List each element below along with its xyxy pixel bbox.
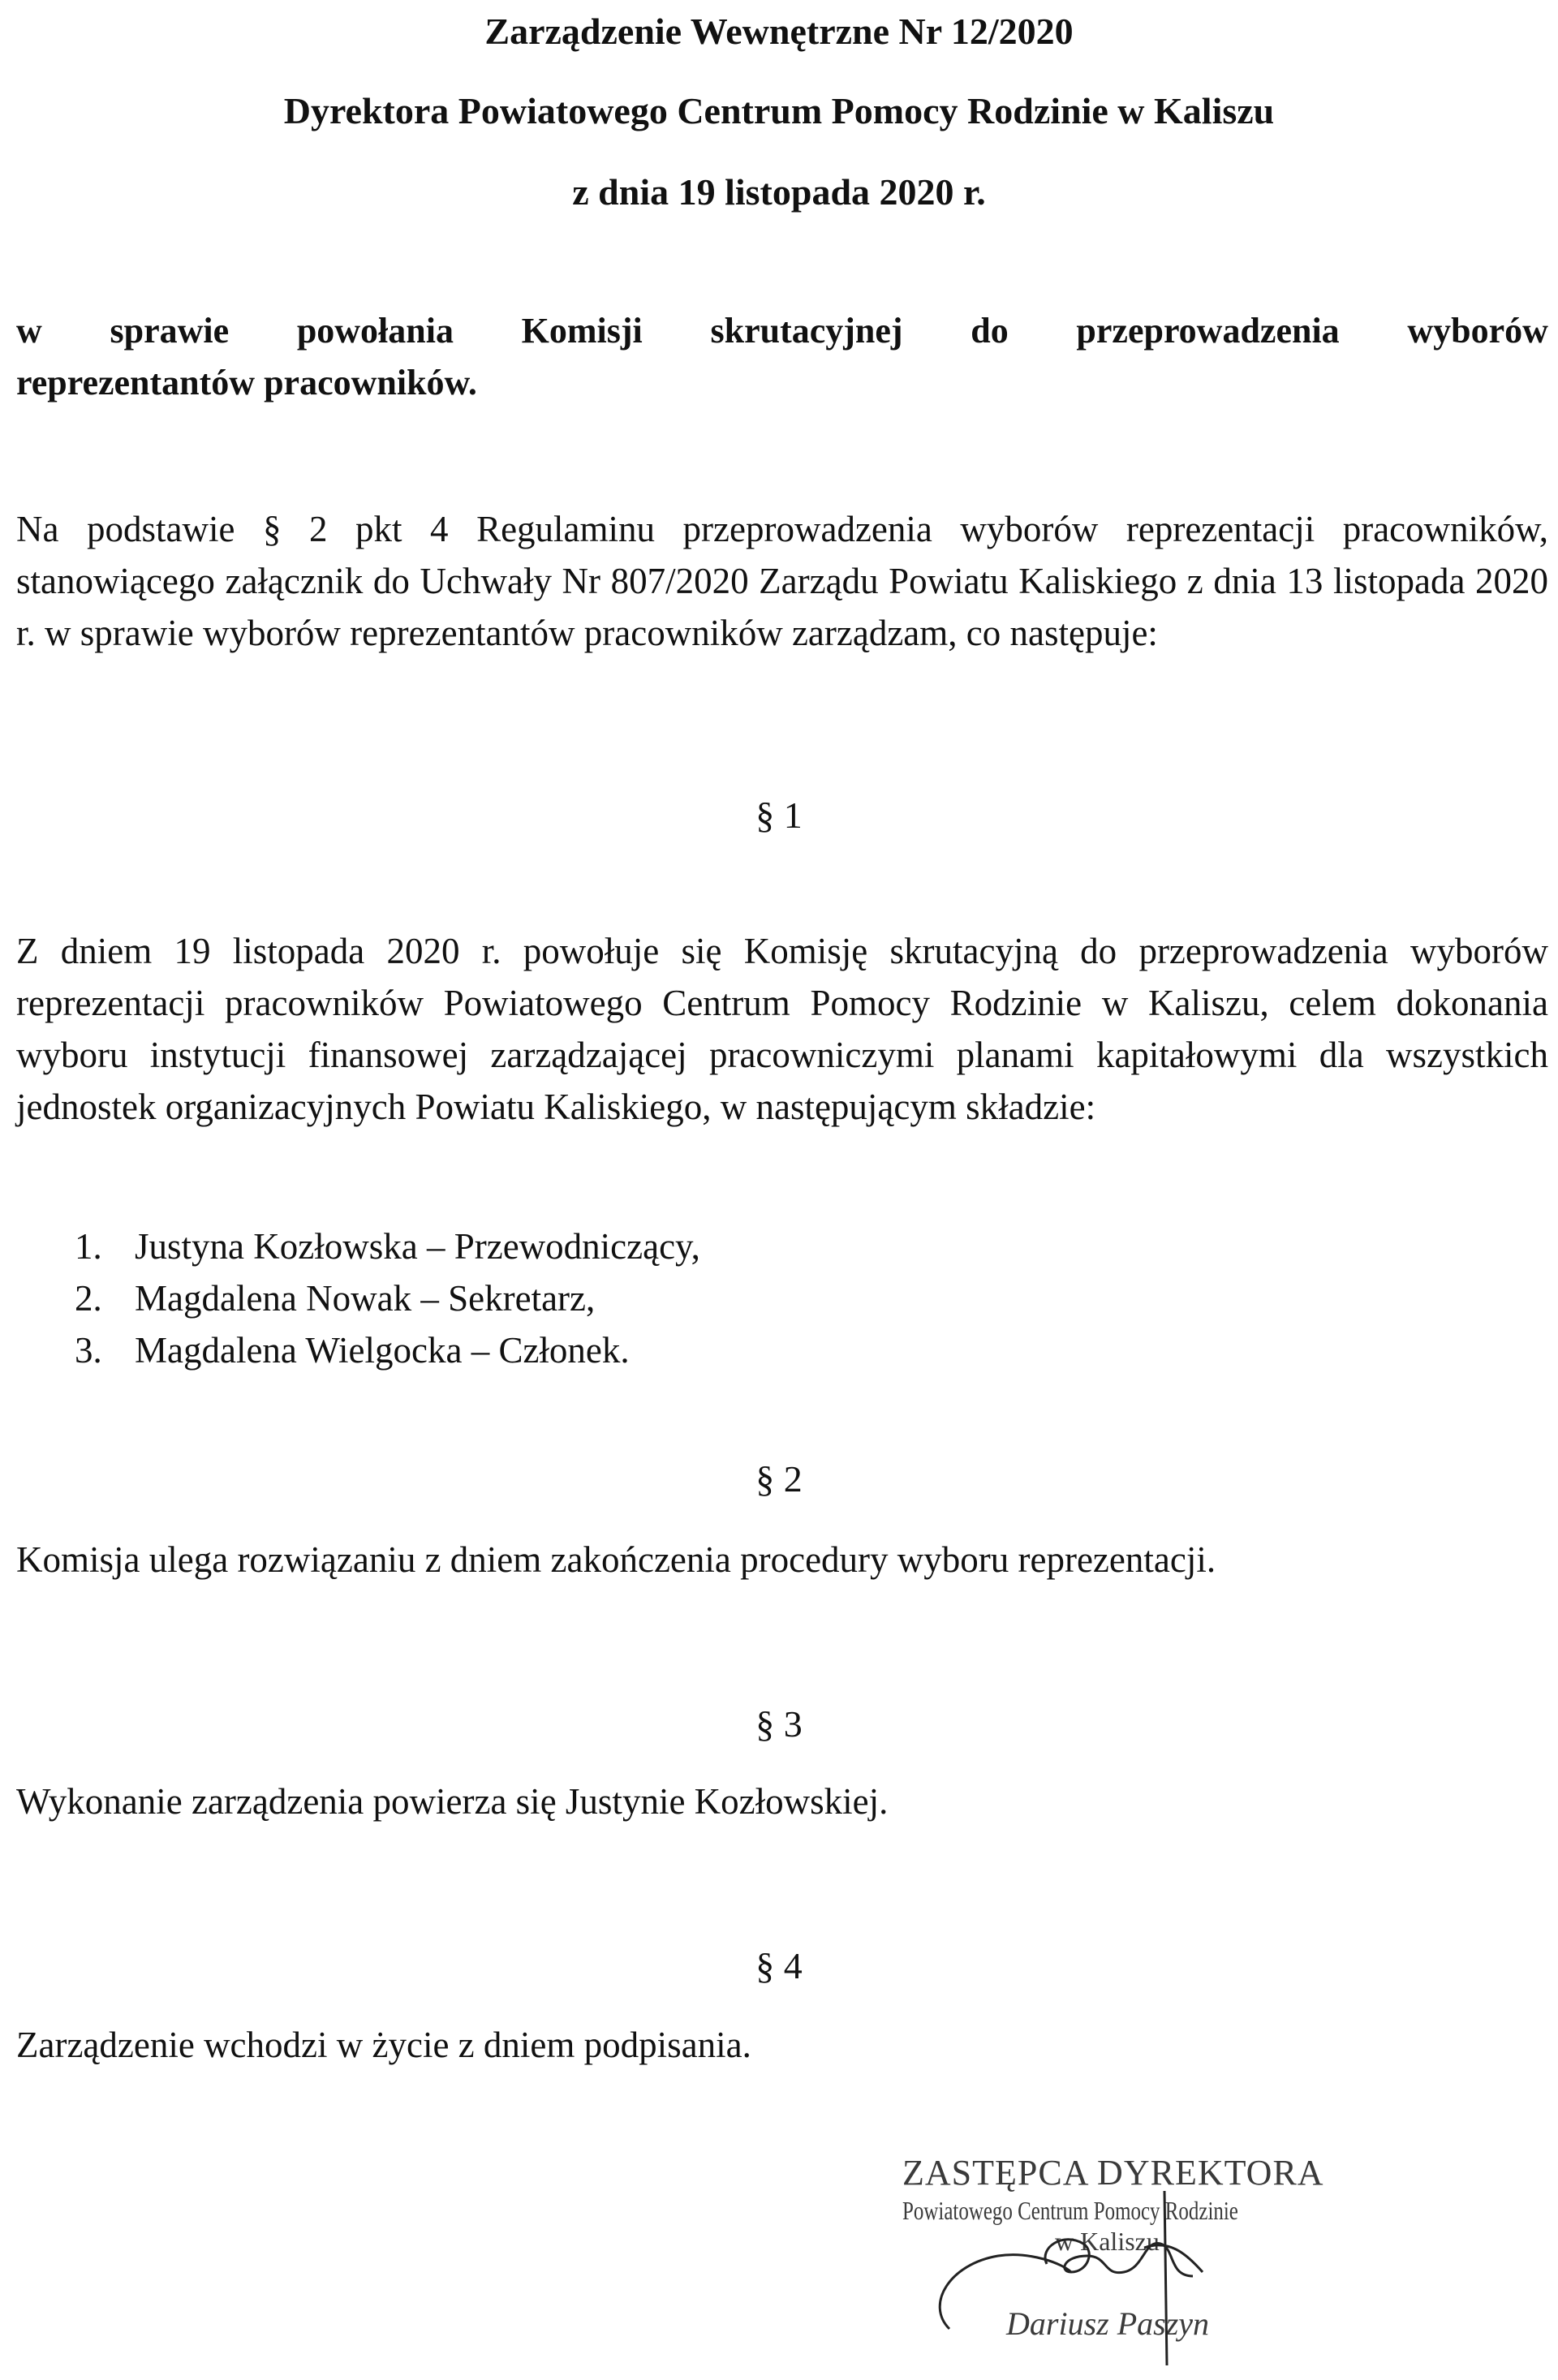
list-item-number: 3. (75, 1330, 102, 1371)
stamp-signatory-name: Dariusz Paszyn (1006, 2305, 1210, 2342)
preamble-paragraph: Na podstawie § 2 pkt 4 Regulaminu przeprowadzenia wyborów reprezentacji pracowników, stanowiącego załącznik do Uchwały Nr 807/2020 Zarządu Powiatu Kaliskiego z dnia 13 listopada 2020 r. w sprawie wyborów reprezentantów pracowników zarządzam, co następuje: (16, 509, 1548, 653)
section-3-text: Wykonanie zarządzenia powierza się Justynie Kozłowskiej. (16, 1781, 889, 1822)
subject-line-1 (16, 305, 1548, 357)
subject-word: powołania (296, 311, 454, 351)
issuer-line: Dyrektora Powiatowego Centrum Pomocy Rodzinie w Kaliszu (283, 90, 1275, 131)
list-item-text: Magdalena Nowak – Sekretarz, (135, 1278, 596, 1319)
subject-word: skrutacyjnej (710, 311, 903, 351)
subject-word: Komisji (521, 311, 643, 351)
section-1-heading: § 1 (755, 794, 803, 836)
stamp-city: w Kaliszu (1055, 2227, 1160, 2256)
subject-word: w (16, 311, 42, 351)
subject-word: sprawie (110, 311, 230, 351)
section-4-heading: § 4 (755, 1945, 803, 1986)
official-stamp (901, 2142, 1355, 2369)
list-item (75, 1220, 700, 1272)
committee-members-list (75, 1220, 700, 1376)
subject-word: wyborów (1407, 311, 1548, 351)
date-line: z dnia 19 listopada 2020 r. (572, 171, 986, 213)
section-2-heading: § 2 (755, 1458, 803, 1500)
handwritten-signature (901, 2142, 1355, 2369)
subject-word: przeprowadzenia (1076, 311, 1340, 351)
section-2-text: Komisja ulega rozwiązaniu z dniem zakończenia procedury wyboru reprezentacji. (16, 1539, 1216, 1580)
subject-line-2: reprezentantów pracowników. (16, 363, 477, 402)
section-3-heading: § 3 (755, 1703, 803, 1745)
document-title: Zarządzenie Wewnętrzne Nr 12/2020 (484, 11, 1074, 52)
list-item (75, 1272, 700, 1324)
list-item (75, 1324, 700, 1376)
subject-word: do (971, 311, 1009, 351)
section-1-text: Z dniem 19 listopada 2020 r. powołuje się Komisję skrutacyjną do przeprowadzenia wyborów reprezentacji pracowników Powiatowego Centrum Pomocy Rodzinie w Kaliszu, celem dokonania wyboru instytucji finansowej zarządzającej pracowniczymi planami kapitałowymi dla wszystkich jednostek organizacyjnych Powiatu Kaliskiego, w następującym składzie: (16, 931, 1548, 1127)
list-item-number: 1. (75, 1226, 102, 1267)
stamp-title: ZASTĘPCA DYREKTORA (902, 2153, 1324, 2193)
list-item-text: Justyna Kozłowska – Przewodniczący, (135, 1226, 700, 1267)
list-item-number: 2. (75, 1278, 102, 1319)
section-4-text: Zarządzenie wchodzi w życie z dniem podpisania. (16, 2025, 751, 2065)
subject (16, 305, 1548, 409)
stamp-institution: Powiatowego Centrum Pomocy Rodzinie (902, 2196, 1238, 2225)
list-item-text: Magdalena Wielgocka – Członek. (135, 1330, 630, 1371)
